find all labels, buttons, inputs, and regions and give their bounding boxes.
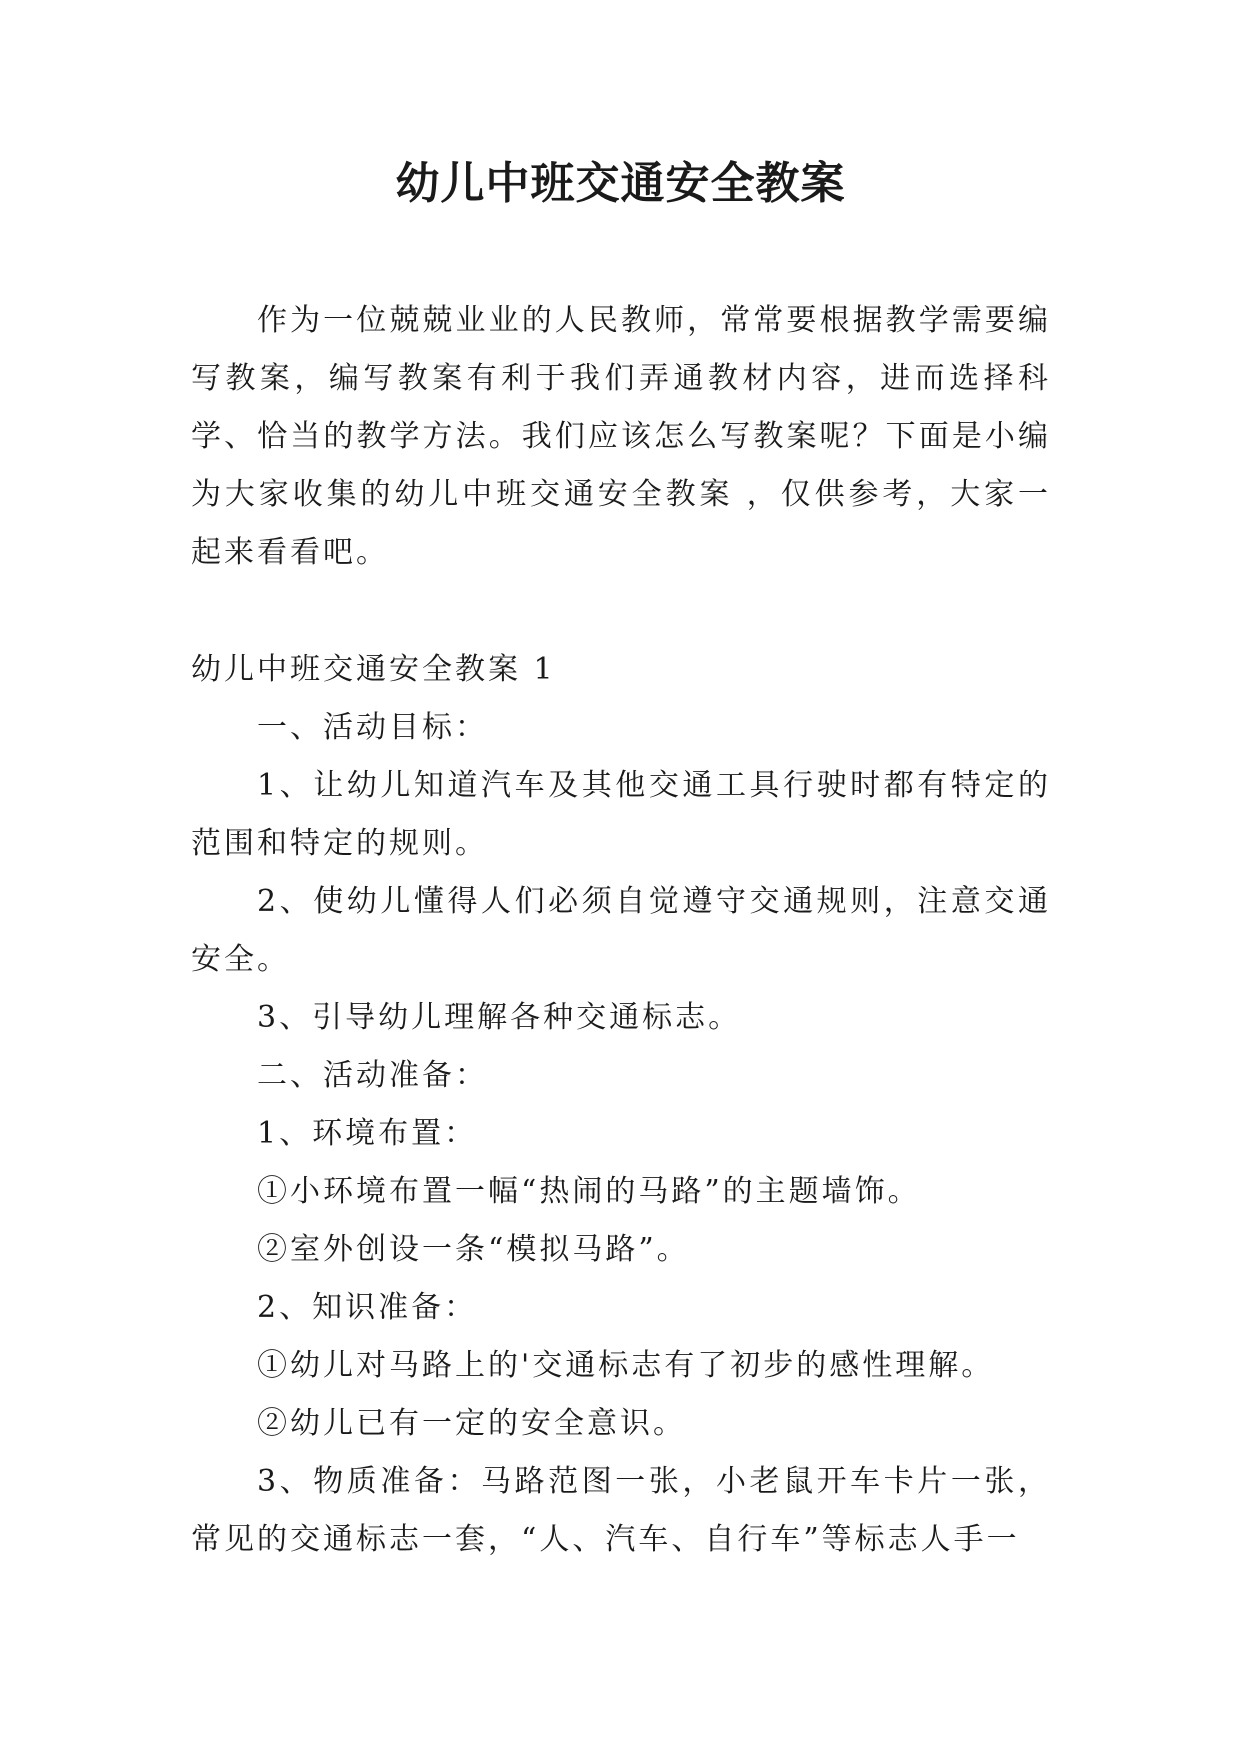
paragraph: 3、物质准备：马路范图一张，小老鼠开车卡片一张，常见的交通标志一套，“人、汽车、自行车”等标志人手一 <box>191 1464 1051 1557</box>
paragraph: 一、活动目标： <box>257 710 488 745</box>
document-title: 幼儿中班交通安全教案 <box>395 158 846 209</box>
paragraph: 1、让幼儿知道汽车及其他交通工具行驶时都有特定的范围和特定的规则。 <box>191 768 1051 861</box>
paragraph: 2、知识准备： <box>257 1290 478 1325</box>
section-heading: 幼儿中班交通安全教案 1 <box>191 652 556 687</box>
lesson-content <box>191 641 1051 1569</box>
intro-paragraph: 作为一位兢兢业业的人民教师，常常要根据教学需要编写教案，编写教案有利于我们弄通教材内容，进而选择科学、恰当的教学方法。我们应该怎么写教案呢？下面是小编为大家收集的幼儿中班交通安全教案 ，仅供参考，大家一起来看看吧。 <box>191 303 1051 570</box>
paragraph: 2、使幼儿懂得人们必须自觉遵守交通规则，注意交通安全。 <box>191 884 1051 977</box>
paragraph: 1、环境布置： <box>257 1116 478 1151</box>
paragraph: 二、活动准备： <box>257 1058 488 1093</box>
paragraph: ①小环境布置一幅“热闹的马路”的主题墙饰。 <box>257 1174 921 1209</box>
paragraph: 3、引导幼儿理解各种交通标志。 <box>257 1000 742 1035</box>
paragraph: ②室外创设一条“模拟马路”。 <box>257 1232 690 1267</box>
paragraph: ②幼儿已有一定的安全意识。 <box>257 1406 686 1441</box>
paragraph: ①幼儿对马路上的'交通标志有了初步的感性理解。 <box>257 1348 995 1383</box>
